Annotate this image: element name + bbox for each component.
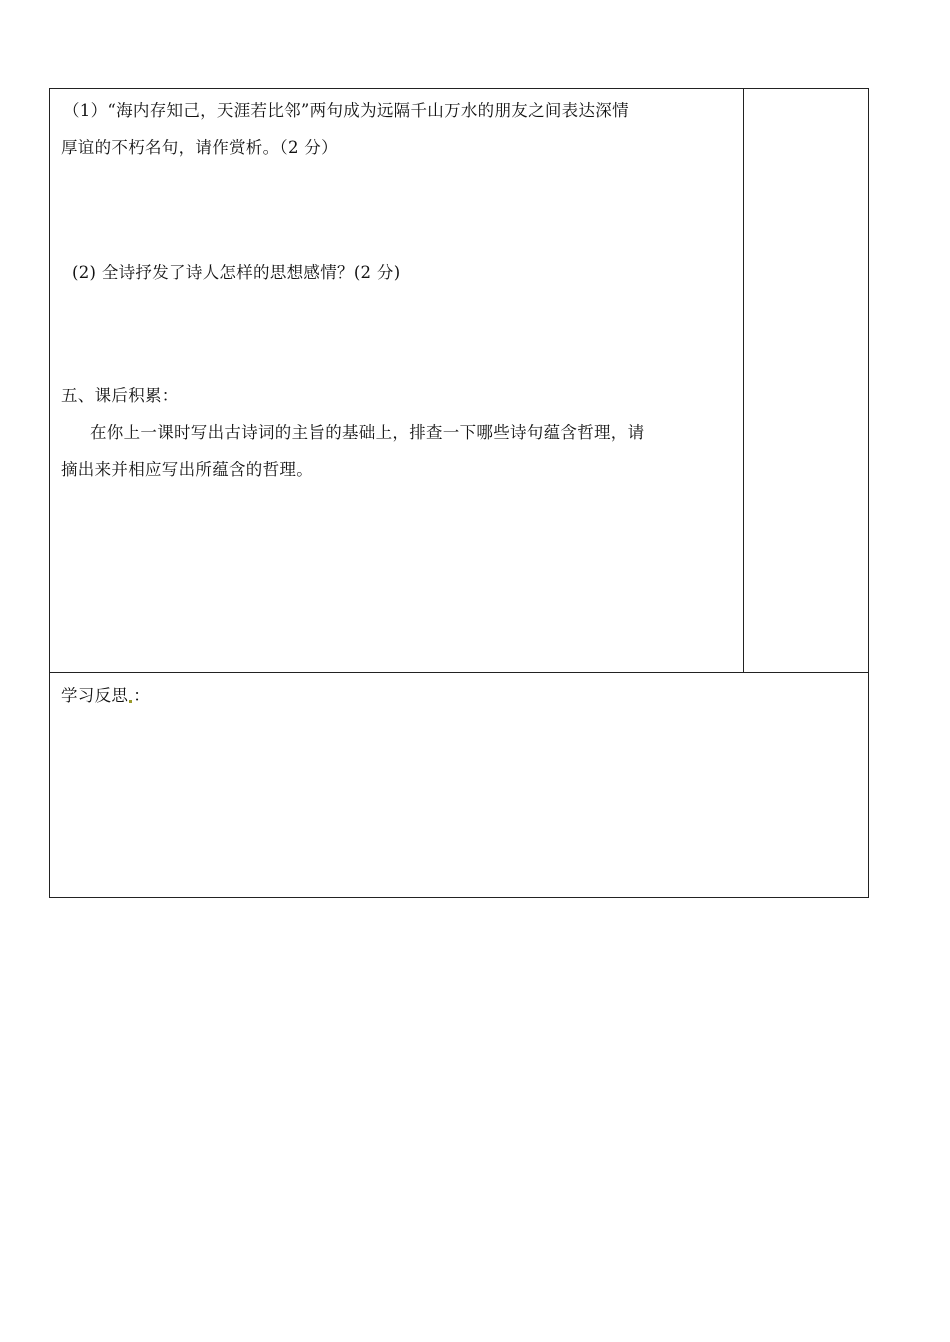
worksheet-table [49,88,869,898]
question-1-line-1: （1）“海内存知己，天涯若比邻”两句成为远隔千山万水的朋友之间表达深情 [63,101,629,120]
section-5-instruction-line-1: 在你上一课时写出古诗词的主旨的基础上，排查一下哪些诗句蕴含哲理，请 [90,423,645,442]
main-content-cell [50,89,744,673]
ink-dot-mark [129,700,132,703]
side-notes-cell [744,89,868,673]
question-1-line-2: 厚谊的不朽名句，请作赏析。（2 分） [61,138,338,157]
reflection-cell [50,673,868,897]
reflection-label-text: 学习反思 [61,686,129,705]
section-5-instruction-line-2: 摘出来并相应写出所蕴含的哲理。 [61,460,313,479]
reflection-label-colon: ： [133,686,151,705]
section-5-title: 五、课后积累： [61,386,179,405]
reflection-label [61,686,150,706]
question-2-text: (2) 全诗抒发了诗人怎样的思想感情？(2 分) [72,263,401,282]
